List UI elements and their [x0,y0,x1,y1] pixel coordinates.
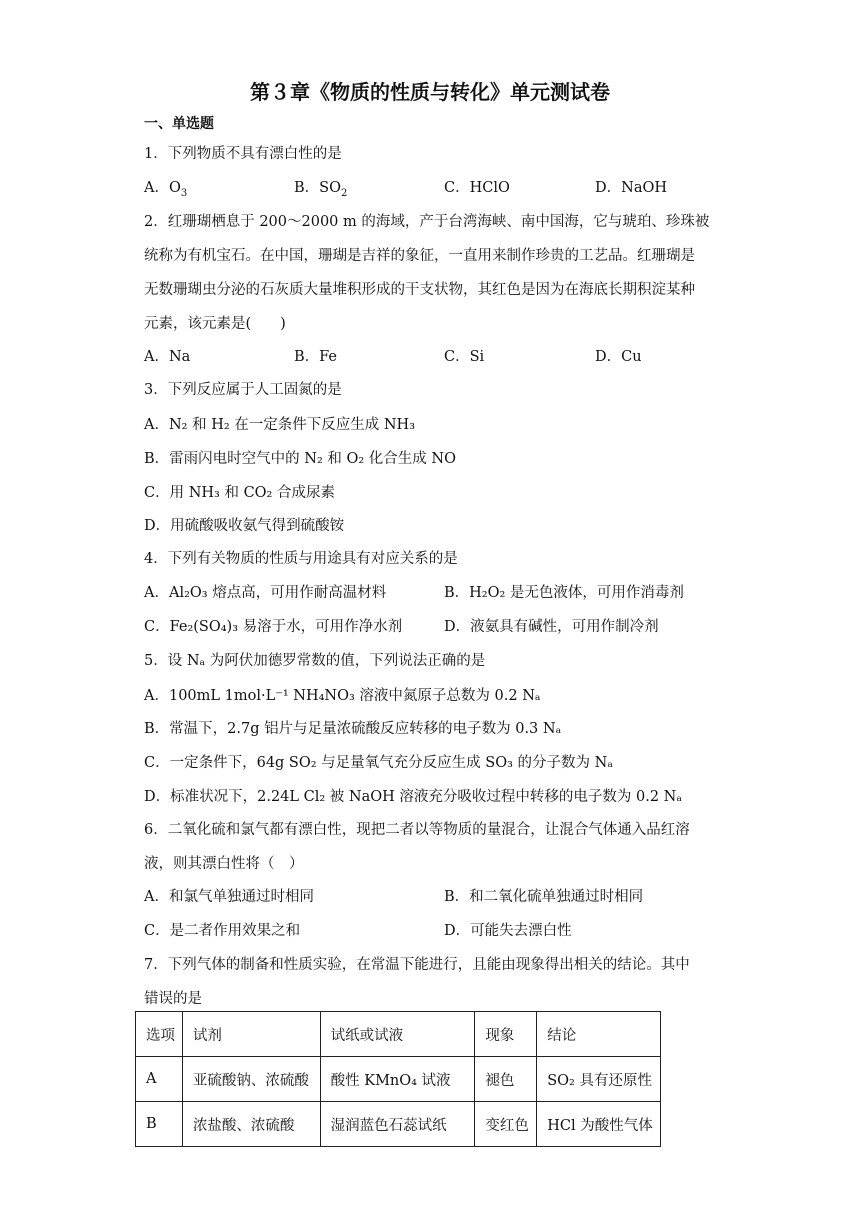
q2-stem-line: 无数珊瑚虫分泌的石灰质大量堆积形成的干支状物，其红色是因为在海底长期积淀某种 [144,282,695,298]
q2-option-d: D．Cu [595,349,642,365]
table-row [136,1057,661,1102]
q1-option-b: B．$SO_2$ [294,180,348,199]
table-header-cell: 试纸或试液 [320,1012,475,1057]
q1-stem: 1．下列物质不具有漂白性的是 [144,146,342,162]
table-cell: 褪色 [475,1057,537,1102]
q5-option-c: C．一定条件下，64g SO₂ 与足量氧气充分反应生成 SO₃ 的分子数为 Nₐ [144,755,613,771]
q2-stem-line: 元素，该元素是( ) [144,316,286,332]
q4-option-c: C．Fe₂(SO₄)₃ 易溶于水，可用作净水剂 [144,619,403,635]
table-header-cell: 试剂 [182,1012,320,1057]
q3-option-c: C．用 NH₃ 和 CO₂ 合成尿素 [144,485,335,501]
q5-stem: 5．设 Nₐ 为阿伏加德罗常数的值，下列说法正确的是 [144,653,486,669]
q6-option-b: B．和二氧化硫单独通过时相同 [444,889,644,905]
table-cell: 湿润蓝色石蕊试纸 [320,1102,475,1147]
table-cell: HCl 为酸性气体 [537,1102,661,1147]
q2-stem-line: 2．红珊瑚栖息于 200～2000 m 的海域，产于台湾海峡、南中国海，它与琥珀、珍珠被 [144,214,710,230]
table-header-cell: 结论 [537,1012,661,1057]
q4-option-b: B．H₂O₂ 是无色液体，可用作消毒剂 [444,585,684,601]
q2-option-a: A．Na [144,349,191,365]
q6-stem-line: 6．二氧化硫和氯气都有漂白性，现把二者以等物质的量混合，让混合气体通入品红溶 [144,822,690,838]
q7-stem-line: 7．下列气体的制备和性质实验，在常温下能进行，且能由现象得出相关的结论。其中 [144,957,690,973]
q3-option-b: B．雷雨闪电时空气中的 N₂ 和 O₂ 化合生成 NO [144,451,456,467]
q7-table [135,1011,661,1147]
q5-option-b: B．常温下，2.7g 铝片与足量浓硫酸反应转移的电子数为 0.3 Nₐ [144,721,562,737]
q4-stem: 4．下列有关物质的性质与用途具有对应关系的是 [144,551,458,567]
q5-option-a: A．100mL 1mol·L⁻¹ NH₄NO₃ 溶液中氮原子总数为 0.2 Nₐ [144,688,541,704]
q1-option-a: A．$O_3$ [144,180,188,199]
q3-option-d: D．用硫酸吸收氨气得到硫酸铵 [144,518,345,534]
q6-option-d: D．可能失去漂白性 [444,923,572,939]
q6-stem-line: 液，则其漂白性将（ ） [144,856,304,872]
q3-stem: 3．下列反应属于人工固氮的是 [144,382,342,398]
table-row [136,1102,661,1147]
q3-option-a: A．N₂ 和 H₂ 在一定条件下反应生成 NH₃ [144,417,416,433]
q2-option-c: C．Si [444,349,485,365]
q4-option-d: D．液氨具有碱性，可用作制冷剂 [444,619,659,635]
q2-stem-line: 统称为有机宝石。在中国，珊瑚是吉祥的象征，一直用来制作珍贵的工艺品。红珊瑚是 [144,248,695,264]
q4-option-a: A．Al₂O₃ 熔点高，可用作耐高温材料 [144,585,387,601]
q6-option-a: A．和氯气单独通过时相同 [144,889,314,905]
table-cell: A [136,1057,183,1102]
q7-stem-line: 错误的是 [144,991,202,1007]
q5-option-d: D．标准状况下，2.24L Cl₂ 被 NaOH 溶液充分吸收过程中转移的电子数为 0.2 Nₐ [144,789,682,805]
table-cell: SO₂ 具有还原性 [537,1057,661,1102]
q6-option-c: C．是二者作用效果之和 [144,923,301,939]
q1-option-c: C．HClO [444,180,510,196]
table-cell: 亚硫酸钠、浓硫酸 [182,1057,320,1102]
q2-option-b: B．Fe [294,349,338,365]
table-cell: 浓盐酸、浓硫酸 [182,1102,320,1147]
table-header-cell: 选项 [136,1012,183,1057]
section-heading: 一、单选题 [144,116,214,132]
table-cell: 酸性 KMnO₄ 试液 [320,1057,475,1102]
table-header-cell: 现象 [475,1012,537,1057]
table-header-row [136,1012,661,1057]
page-title: 第３章《物质的性质与转化》单元测试卷 [250,80,610,104]
q1-option-d: D．NaOH [595,180,667,196]
table-cell: 变红色 [475,1102,537,1147]
table-cell: B [136,1102,183,1147]
